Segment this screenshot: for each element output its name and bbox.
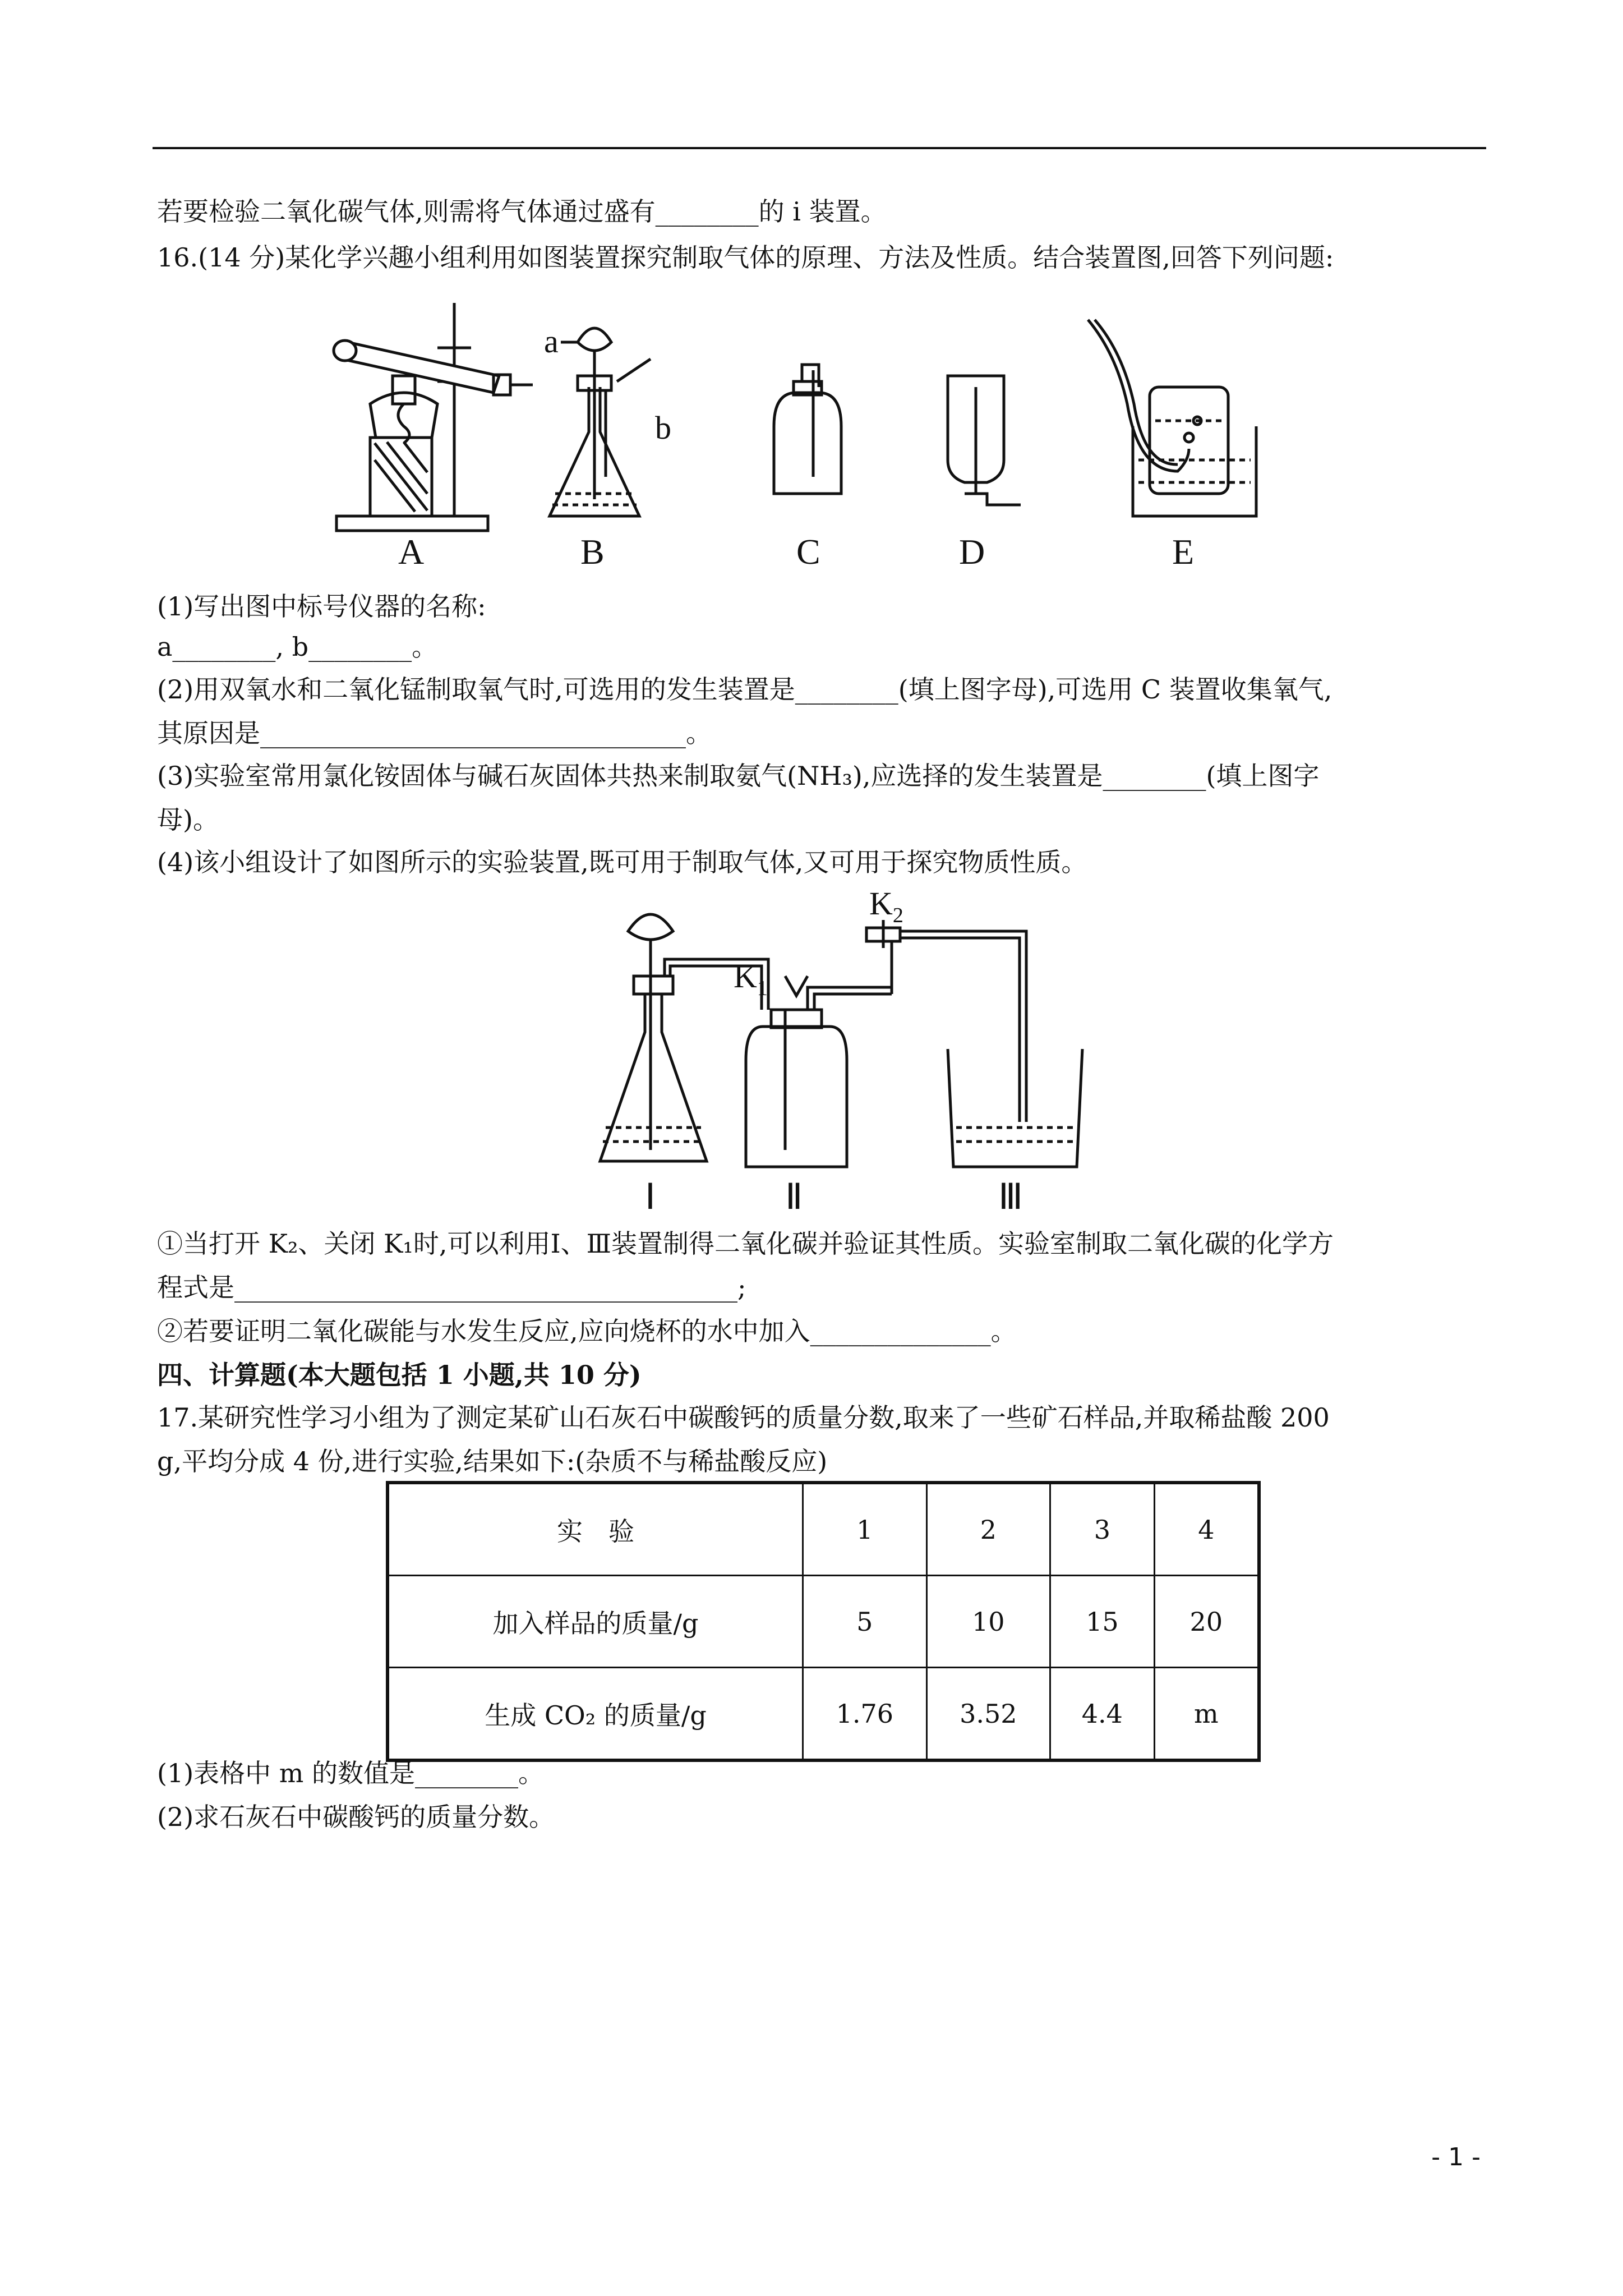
results-table <box>386 1481 1261 1762</box>
table-cell: 3.52 <box>926 1668 1050 1761</box>
table-cell: 4.4 <box>1050 1668 1155 1761</box>
valve-k1-label: $K_1$ <box>734 958 768 1000</box>
text-line: 若要检验二氧化碳气体,则需将气体通过盛有________的 i 装置。 <box>157 196 887 227</box>
label-B: B <box>580 532 605 572</box>
question-17-1: (1)表格中 m 的数值是________。 <box>157 1758 545 1788</box>
table-cell: 加入样品的质量/g <box>388 1576 803 1668</box>
question-2-cont: 其原因是_________________________________。 <box>157 718 712 748</box>
question-16-intro: 16.(14 分)某化学兴趣小组利用如图装置探究制取气体的原理、方法及性质。结合装置图,回答下列问题: <box>157 242 1334 273</box>
question-4-1-cont: 程式是_______________________________________; <box>157 1272 746 1303</box>
marker-b: b <box>655 409 671 446</box>
apparatus-figure-1 <box>314 292 1346 572</box>
question-17-cont: g,平均分成 4 份,进行实验,结果如下:(杂质不与稀盐酸反应) <box>157 1446 828 1476</box>
question-4-1: ①当打开 K₂、关闭 K₁时,可以利用Ⅰ、Ⅲ装置制得二氧化碳并验证其性质。实验室制取二氧化碳的化学方 <box>157 1228 1334 1259</box>
label-II: Ⅱ <box>785 1177 803 1217</box>
table-cell: 4 <box>1154 1483 1259 1576</box>
marker-a: a <box>544 323 559 360</box>
table-row <box>388 1576 1259 1668</box>
label-E: E <box>1172 532 1195 572</box>
table-cell: 1.76 <box>803 1668 927 1761</box>
question-1-blanks: a________, b________。 <box>157 632 438 662</box>
valve-k2-label: $K_2$ <box>869 892 903 927</box>
question-17-2: (2)求石灰石中碳酸钙的质量分数。 <box>157 1802 555 1832</box>
label-C: C <box>796 532 820 572</box>
question-17: 17.某研究性学习小组为了测定某矿山石灰石中碳酸钙的质量分数,取来了一些矿石样品,并取稀盐酸 200 <box>157 1402 1330 1433</box>
table-cell: 实 验 <box>388 1483 803 1576</box>
table-cell: 2 <box>926 1483 1050 1576</box>
label-III: Ⅲ <box>998 1177 1023 1217</box>
table-row <box>388 1668 1259 1761</box>
question-3: (3)实验室常用氯化铵固体与碱石灰固体共热来制取氨气(NH₃),应选择的发生装置是________(填上图字 <box>157 761 1320 791</box>
question-1: (1)写出图中标号仪器的名称: <box>157 591 486 622</box>
question-3-cont: 母)。 <box>157 804 219 835</box>
table-cell: 3 <box>1050 1483 1155 1576</box>
question-4: (4)该小组设计了如图所示的实验装置,既可用于制取气体,又可用于探究物质性质。 <box>157 847 1087 877</box>
table-cell: 5 <box>803 1576 927 1668</box>
page-number: - 1 - <box>1431 2143 1481 2171</box>
table-cell: 10 <box>926 1576 1050 1668</box>
section-heading: 四、计算题(本大题包括 1 小题,共 10 分) <box>157 1360 642 1390</box>
label-A: A <box>398 532 425 572</box>
question-4-2: ②若要证明二氧化碳能与水发生反应,应向烧杯的水中加入______________。 <box>157 1316 1017 1346</box>
label-I: Ⅰ <box>645 1177 656 1217</box>
question-2: (2)用双氧水和二氧化锰制取氧气时,可选用的发生装置是________(填上图字母),可选用 C 装置收集氧气, <box>157 674 1332 705</box>
table-cell: m <box>1154 1668 1259 1761</box>
table-cell: 15 <box>1050 1576 1155 1668</box>
table-cell: 生成 CO₂ 的质量/g <box>388 1668 803 1761</box>
label-D: D <box>959 532 985 572</box>
table-row <box>388 1483 1259 1576</box>
table-cell: 1 <box>803 1483 927 1576</box>
apparatus-figure-2 <box>583 892 1088 1217</box>
table-cell: 20 <box>1154 1576 1259 1668</box>
header-rule <box>153 147 1486 149</box>
